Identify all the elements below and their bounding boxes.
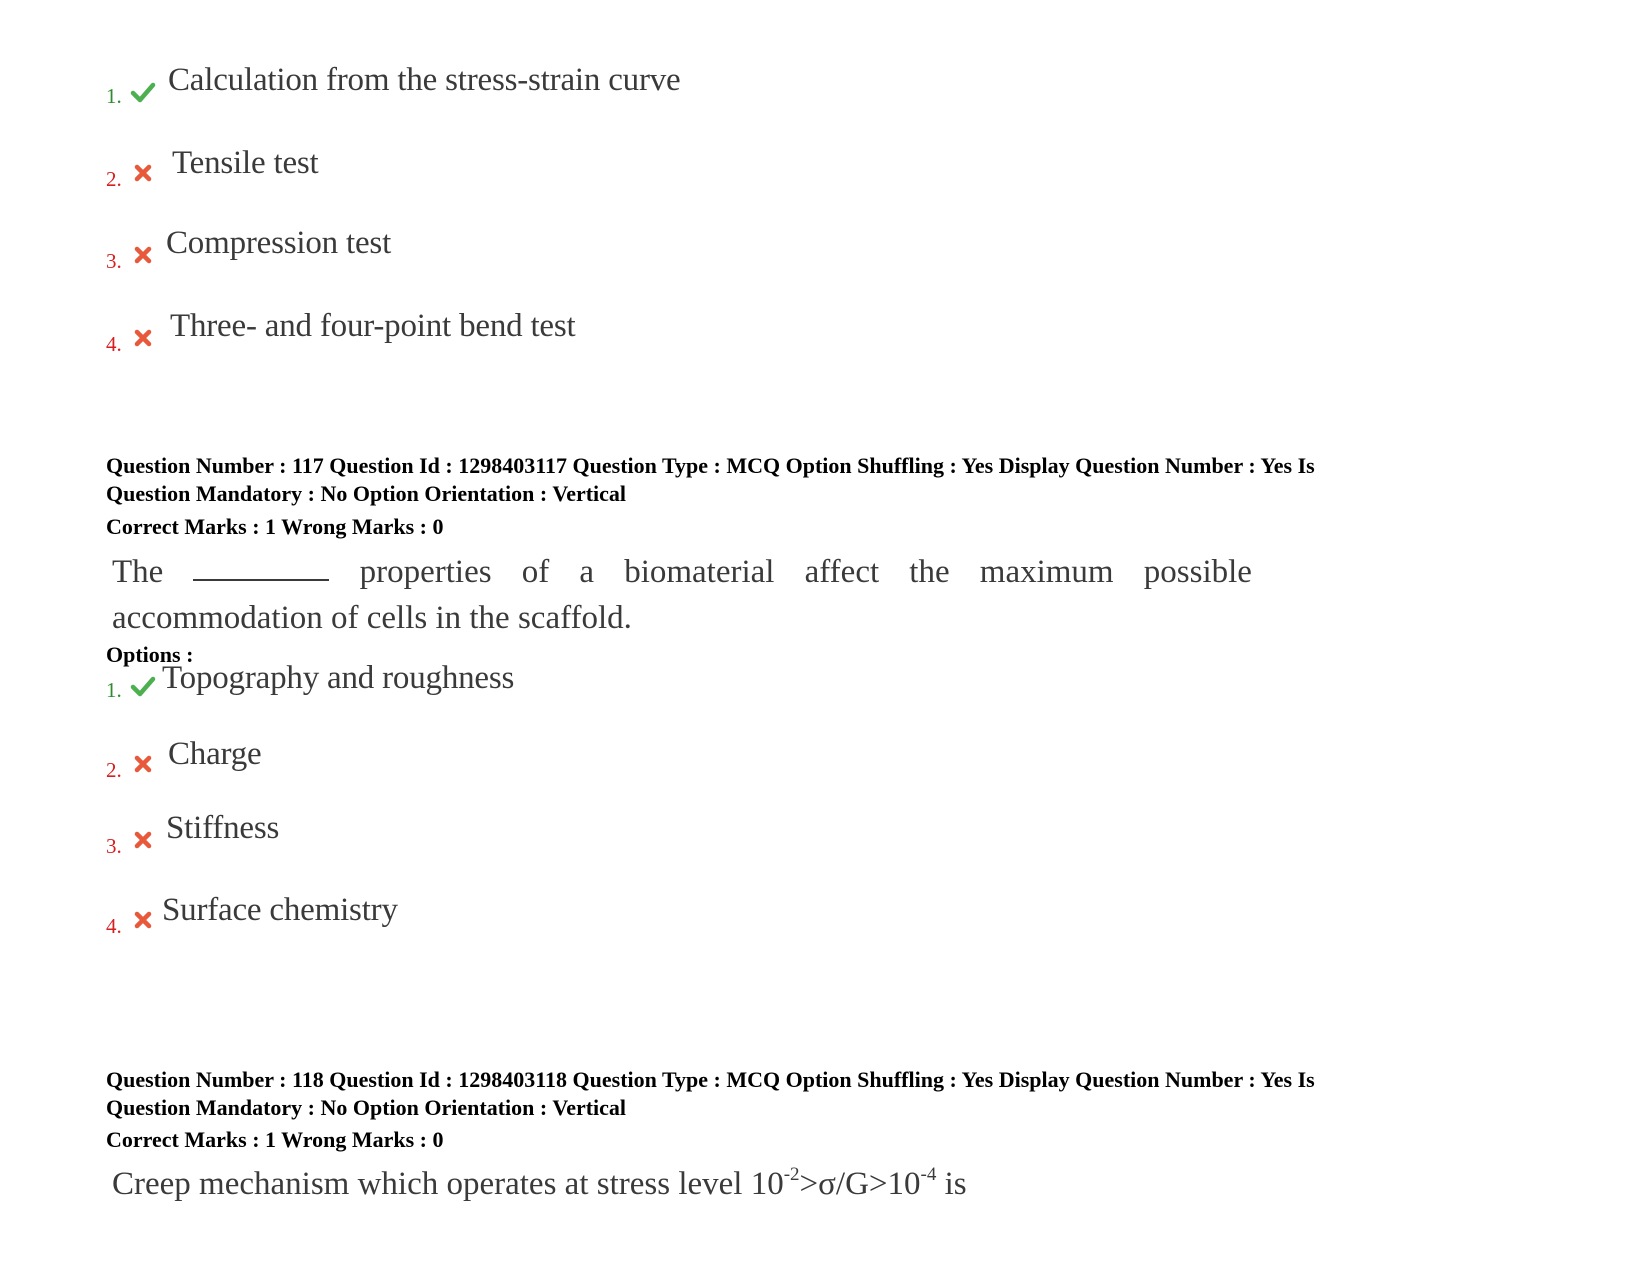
cross-icon bbox=[130, 752, 156, 776]
question-word: The bbox=[112, 554, 164, 590]
question-word: affect bbox=[804, 554, 880, 590]
question-text-part: >σ/G>10 bbox=[799, 1166, 921, 1202]
fill-in-blank bbox=[193, 549, 329, 581]
cross-icon bbox=[130, 326, 156, 350]
question-118-marks: Correct Marks : 1 Wrong Marks : 0 bbox=[106, 1127, 444, 1152]
option-number: 3. bbox=[106, 249, 122, 273]
cross-icon bbox=[130, 828, 156, 852]
option-number: 4. bbox=[106, 332, 122, 356]
cross-icon bbox=[130, 161, 156, 185]
question-117-line-2: accommodation of cells in the scaffold. bbox=[112, 600, 632, 636]
question-word: of bbox=[521, 554, 550, 590]
question-word: biomaterial bbox=[624, 554, 775, 590]
exponent: -4 bbox=[920, 1164, 937, 1185]
meta-line-2: Question Mandatory : No Option Orientation : Vertical bbox=[106, 481, 627, 506]
option-text: Charge bbox=[168, 736, 262, 772]
option-text: Stiffness bbox=[166, 810, 280, 846]
option-number: 3. bbox=[106, 834, 122, 858]
question-118-text bbox=[112, 1161, 967, 1207]
option-text: Calculation from the stress-strain curve bbox=[168, 62, 681, 98]
question-117-marks: Correct Marks : 1 Wrong Marks : 0 bbox=[106, 514, 444, 539]
question-118-meta bbox=[106, 1066, 1566, 1122]
question-word: maximum bbox=[979, 554, 1114, 590]
question-text-part: is bbox=[936, 1166, 967, 1202]
option-text: Surface chemistry bbox=[162, 892, 398, 928]
question-word: a bbox=[579, 554, 595, 590]
exponent: -2 bbox=[783, 1164, 800, 1185]
option-text: Tensile test bbox=[172, 145, 319, 181]
cross-icon bbox=[130, 243, 156, 267]
meta-line-2: Question Mandatory : No Option Orientation : Vertical bbox=[106, 1095, 627, 1120]
question-text-part: Creep mechanism which operates at stress level 10 bbox=[112, 1166, 784, 1202]
options-label: Options : bbox=[106, 642, 194, 667]
question-117-line-1 bbox=[112, 549, 1252, 595]
meta-line-1: Question Number : 118 Question Id : 1298403118 Question Type : MCQ Option Shuffling : Yes Display Question Number : Yes Is bbox=[106, 1067, 1315, 1092]
option-text: Topography and roughness bbox=[162, 660, 515, 696]
meta-line-1: Question Number : 117 Question Id : 1298403117 Question Type : MCQ Option Shuffling : Yes Display Question Number : Yes Is bbox=[106, 453, 1315, 478]
option-text: Three- and four-point bend test bbox=[170, 308, 576, 344]
option-number: 1. bbox=[106, 678, 122, 702]
option-number: 2. bbox=[106, 758, 122, 782]
question-117-meta bbox=[106, 452, 1566, 508]
question-word: the bbox=[909, 554, 950, 590]
question-word: properties bbox=[359, 554, 492, 590]
check-icon bbox=[130, 674, 156, 698]
option-number: 1. bbox=[106, 84, 122, 108]
option-number: 2. bbox=[106, 167, 122, 191]
option-number: 4. bbox=[106, 914, 122, 938]
check-icon bbox=[130, 80, 156, 104]
question-117-text bbox=[112, 549, 1252, 641]
cross-icon bbox=[130, 908, 156, 932]
option-text: Compression test bbox=[166, 225, 392, 261]
question-word: possible bbox=[1143, 554, 1252, 590]
